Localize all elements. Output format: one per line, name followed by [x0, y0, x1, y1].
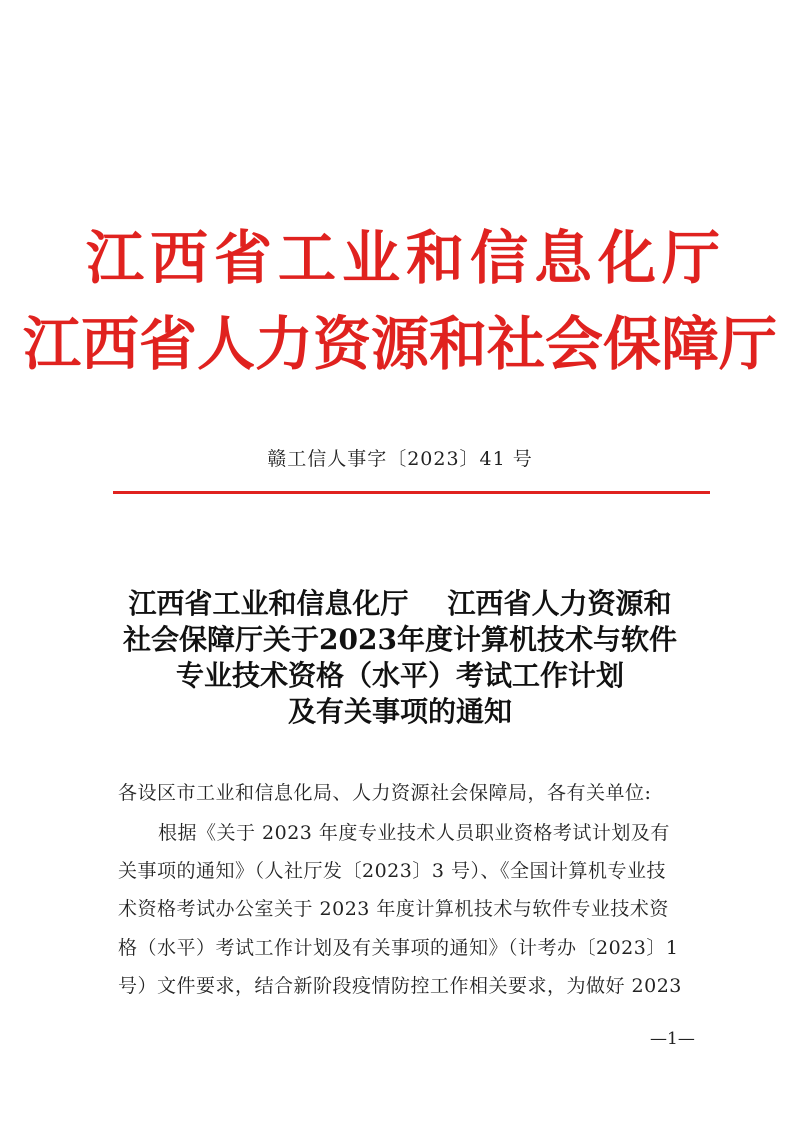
document-number: 赣工信人事字〔2023〕41 号 [267, 448, 533, 470]
title-line-4: 及有关事项的通知 [287, 695, 512, 728]
body-line-3: 术资格考试办公室关于 2023 年度计算机技术与软件专业技术资 [118, 898, 669, 920]
page-number: —1— [650, 1029, 695, 1049]
title-line-3: 专业技术资格（水平）考试工作计划 [175, 659, 624, 692]
issuer-name-2: 江西省人力资源和社会保障厅 [22, 310, 777, 378]
issuer-name-1: 江西省工业和信息化厅 [85, 224, 726, 292]
body-line-2: 关事项的通知》（人社厅发〔2023〕3 号）、《全国计算机专业技 [118, 860, 666, 882]
body-line-1: 根据《关于 2023 年度专业技术人员职业资格考试计划及有 [158, 822, 670, 844]
salutation: 各设区市工业和信息化局、人力资源社会保障局，各有关单位: [118, 782, 652, 804]
red-divider [113, 491, 710, 494]
title-line-2: 社会保障厅关于2023年度计算机技术与软件 [123, 623, 677, 656]
body-line-5: 号）文件要求，结合新阶段疫情防控工作相关要求，为做好 2023 [118, 975, 682, 997]
title-line-1: 江西省工业和信息化厅 江西省人力资源和 [128, 587, 672, 620]
body-line-4: 格（水平）考试工作计划及有关事项的通知》（计考办〔2023〕1 [118, 937, 679, 959]
